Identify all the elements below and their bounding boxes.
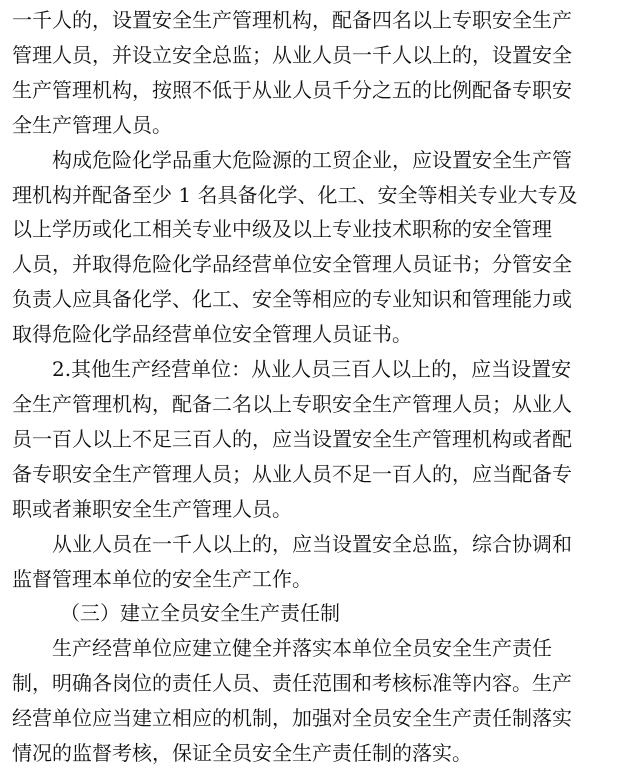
text-line: 人员，并取得危险化学品经营单位安全管理人员证书；分管安全 xyxy=(12,252,572,277)
section-heading-text: （三）建立全员安全生产责任制 xyxy=(60,601,340,626)
text-line: 制，明确各岗位的责任人员、责任范围和考核标准等内容。生产 xyxy=(12,671,572,696)
text-line: 一千人的，设置安全生产管理机构，配备四名以上专职安全生产 xyxy=(12,8,572,32)
text-line: 全生产管理人员。 xyxy=(12,112,172,137)
text-line: 2.其他生产经营单位：从业人员三百人以上的，应当设置安 xyxy=(52,357,572,382)
section-heading xyxy=(12,596,611,631)
text-line: 以上学历或化工相关专业中级及以上专业技术职称的安全管理 xyxy=(12,217,552,242)
text-line: 备专职安全生产管理人员；从业人员不足一百人的，应当配备专 xyxy=(12,461,572,486)
paragraph-responsibility-system xyxy=(12,631,611,771)
text-line: 负责人应具备化学、化工、安全等相应的专业知识和管理能力或 xyxy=(12,287,572,312)
text-line: 经营单位应当建立相应的机制，加强对全员安全生产责任制落实 xyxy=(12,706,572,731)
text-line: 取得危险化学品经营单位安全管理人员证书。 xyxy=(12,322,412,347)
paragraph-management-staffing xyxy=(12,3,611,143)
text-line: 构成危险化学品重大危险源的工贸企业，应设置安全生产管 xyxy=(52,147,572,172)
text-line: 生产经营单位应建立健全并落实本单位全员安全生产责任 xyxy=(52,636,552,661)
text-line: 管理人员，并设立安全总监；从业人员一千人以上的，设置安全 xyxy=(12,42,572,67)
text-line: 监督管理本单位的安全生产工作。 xyxy=(12,566,312,591)
text-line: 全生产管理机构，配备二名以上专职安全生产管理人员；从业人 xyxy=(12,391,572,416)
paragraph-safety-director xyxy=(12,527,611,597)
text-line: 理机构并配备至少 1 名具备化学、化工、安全等相关专业大专及 xyxy=(12,182,578,207)
text-line: 员一百人以上不足三百人的，应当设置安全生产管理机构或者配 xyxy=(12,426,572,451)
text-line: 情况的监督考核，保证全员安全生产责任制的落实。 xyxy=(12,741,472,766)
text-line: 生产管理机构，按照不低于从业人员千分之五的比例配备专职安 xyxy=(12,77,572,102)
text-line: 职或者兼职安全生产管理人员。 xyxy=(12,496,292,521)
paragraph-other-units xyxy=(12,352,611,527)
paragraph-hazardous-chemicals xyxy=(12,143,611,352)
text-line: 从业人员在一千人以上的，应当设置安全总监，综合协调和 xyxy=(52,531,572,556)
